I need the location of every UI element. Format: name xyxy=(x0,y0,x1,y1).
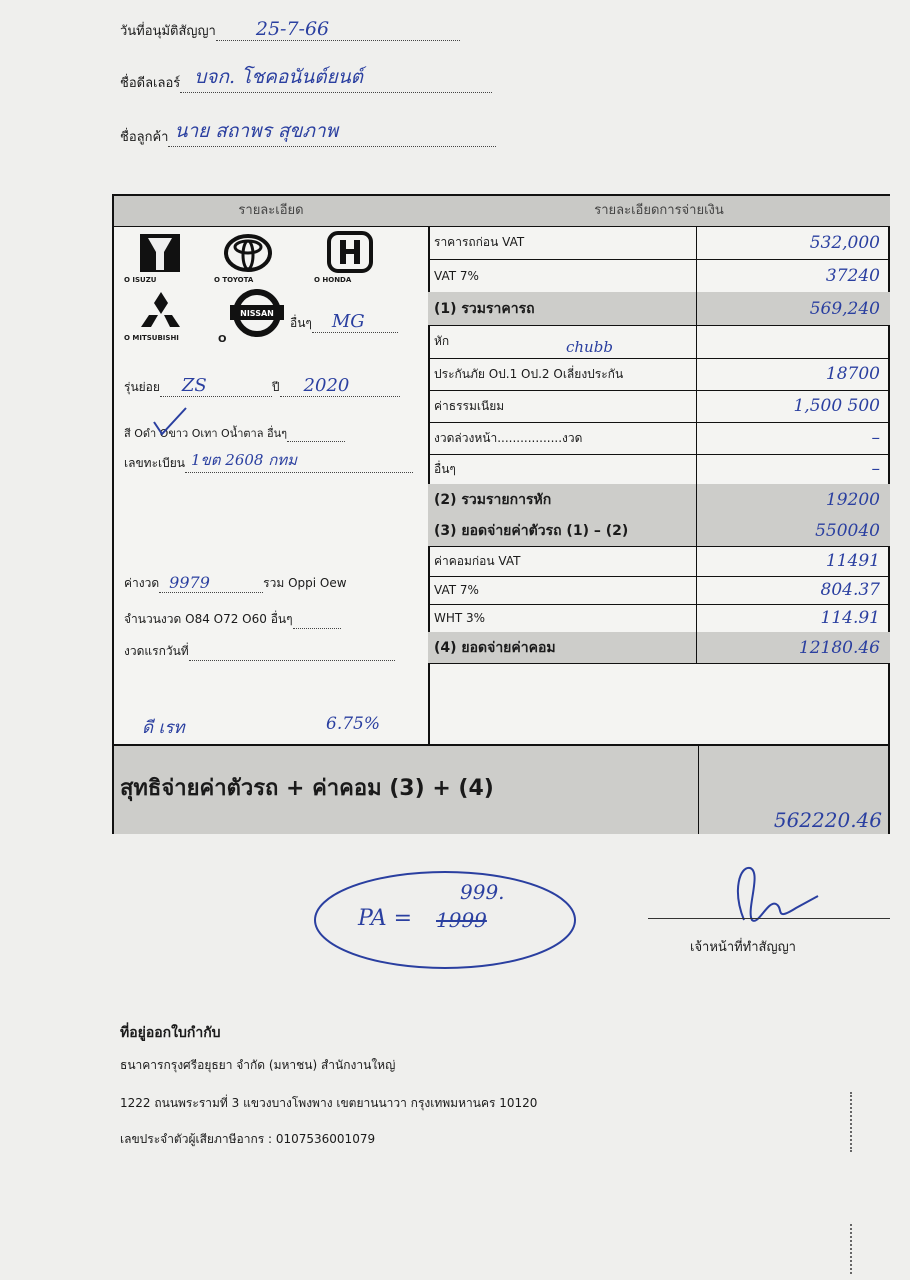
payment-row-label: ราคารถก่อน VAT xyxy=(434,235,525,249)
payment-row-value: 550040 xyxy=(815,520,880,541)
mitsubishi-caption: O MITSUBISHI xyxy=(124,334,179,342)
year-value: 2020 xyxy=(303,375,350,396)
other-brand-label: อื่นๆ xyxy=(290,316,312,330)
payment-row-value: 114.91 xyxy=(820,608,880,628)
payment-row xyxy=(428,422,890,455)
customer-row xyxy=(120,120,496,147)
toyota-logo-icon xyxy=(222,232,274,274)
net-payment-row xyxy=(114,744,888,834)
payment-row-value: 19200 xyxy=(825,489,880,510)
other-brand-value: MG xyxy=(331,311,365,332)
payment-row-label: หัก xyxy=(434,334,450,348)
payment-row-label: (1) รวมราคารถ xyxy=(434,300,535,317)
payment-row xyxy=(428,515,890,547)
installment-value: 9979 xyxy=(169,573,210,592)
note-left: ดี เรท xyxy=(142,718,185,738)
payment-row-value: 12180.46 xyxy=(798,637,880,658)
note-rate: 6.75% xyxy=(326,714,381,734)
first-due-row: งวดแรกวันที่ xyxy=(124,642,395,661)
payment-row-value: – xyxy=(871,428,880,448)
payment-row xyxy=(428,325,890,359)
approval-date-label: วันที่อนุมัติสัญญา xyxy=(120,24,216,39)
margin-mark xyxy=(850,1092,854,1152)
payment-row-label: (4) ยอดจ่ายค่าคอม xyxy=(434,639,556,656)
payment-row-value: 804.37 xyxy=(820,580,880,600)
payment-row-label: ค่าคอมก่อน VAT xyxy=(434,553,521,568)
payment-row-label: ค่าธรรมเนียม xyxy=(434,398,505,413)
margin-mark xyxy=(850,1224,854,1274)
payment-row xyxy=(428,226,890,260)
nissan-logo-icon xyxy=(230,288,284,338)
net-payment-label: สุทธิจ่ายค่าตัวรถ + ค่าคอม (3) + (4) xyxy=(120,776,494,801)
plate-row xyxy=(124,451,413,473)
payment-row-value: 11491 xyxy=(825,551,880,571)
isuzu-caption: O ISUZU xyxy=(124,276,157,284)
installment-label: ค่างวด xyxy=(124,576,160,590)
honda-caption: O HONDA xyxy=(314,276,352,284)
pa-new-value: 999. xyxy=(460,880,505,904)
payment-row xyxy=(428,632,890,664)
payment-row xyxy=(428,604,890,633)
payment-row xyxy=(428,454,890,485)
dealer-row xyxy=(120,66,492,93)
payment-row-value: 18700 xyxy=(825,364,880,384)
installment-suffix: รวม Oppi Oew xyxy=(263,576,347,590)
plate-label: เลขทะเบียน xyxy=(124,456,185,470)
payment-row-label: (3) ยอดจ่ายค่าตัวรถ (1) – (2) xyxy=(434,522,629,539)
signature-line xyxy=(648,918,890,919)
toyota-caption: O TOYOTA xyxy=(214,276,254,284)
pa-old-value: 1999 xyxy=(436,908,487,932)
customer-label: ชื่อลูกค้า xyxy=(120,130,169,145)
payment-row xyxy=(428,546,890,577)
payment-row xyxy=(428,358,890,391)
model-row xyxy=(124,375,400,397)
payment-row-label: (2) รวมรายการหัก xyxy=(434,491,552,508)
isuzu-logo-icon xyxy=(138,232,182,274)
payment-row-value: – xyxy=(871,459,880,479)
payment-row-label: อื่นๆ xyxy=(434,461,456,476)
payment-row xyxy=(428,484,890,516)
payment-row-value: 1,500 500 xyxy=(793,396,880,416)
color-row: สี Oดำ Oขาว Oเทา Oน้ำตาล อื่นๆ xyxy=(124,424,345,442)
signature-caption: เจ้าหน้าที่ทำสัญญา xyxy=(690,940,796,955)
color-check-mark-icon xyxy=(150,404,190,438)
tax-id-line: เลขประจำตัวผู้เสียภาษีอากร : 0107536001079 xyxy=(120,1132,376,1146)
approval-date-value: 25-7-66 xyxy=(255,18,330,40)
address-line-1: ธนาคารกรุงศรีอยุธยา จำกัด (มหาชน) สำนักงานใหญ่ xyxy=(120,1058,396,1072)
net-payment-value: 562220.46 xyxy=(773,808,882,832)
year-label: ปี xyxy=(271,380,280,394)
honda-logo-icon xyxy=(326,230,374,274)
pa-stamp xyxy=(310,866,580,974)
payment-row xyxy=(428,259,890,293)
customer-value: นาย สถาพร สุขภาพ xyxy=(174,120,339,142)
insurer-note: chubb xyxy=(566,338,613,356)
svg-text:NISSAN: NISSAN xyxy=(240,309,274,318)
plate-value: 1ขต 2608 กทม xyxy=(190,451,298,469)
payment-row xyxy=(428,292,890,326)
address-line-2: 1222 ถนนพระรามที่ 3 แขวงบางโพงพาง เขตยานนาวา กรุงเทพมหานคร 10120 xyxy=(120,1096,538,1110)
payment-table xyxy=(112,194,890,834)
payment-row-value: 37240 xyxy=(825,265,880,286)
dealer-label: ชื่อดีลเลอร์ xyxy=(120,76,181,91)
payment-row xyxy=(428,576,890,605)
payment-header: รายละเอียดการจ่ายเงิน xyxy=(428,196,890,227)
pa-label: PA = xyxy=(358,906,413,931)
dealer-value: บจก. โชคอนันต์ยนต์ xyxy=(194,66,364,88)
payment-row xyxy=(428,390,890,423)
payment-row-label: VAT 7% xyxy=(434,583,479,597)
other-brand-row xyxy=(290,311,398,333)
payment-row-label: งวดล่วงหน้า.................งวด xyxy=(434,430,583,445)
approval-date-row xyxy=(120,20,460,41)
signature-scribble-icon xyxy=(716,860,826,930)
model-value: ZS xyxy=(181,375,207,396)
payment-row-label: WHT 3% xyxy=(434,611,486,625)
payment-row-value: 569,240 xyxy=(809,298,880,319)
detail-header: รายละเอียด xyxy=(114,196,428,227)
detail-column: รายละเอียด O ISUZU O TOYOTA O HONDA O MITSUBISHI O NISSAN อื่นๆ MG รุ่นย่อย ZS ปี 2020 สี Oดำ Oขาว Oเทา Oน้ำตาล อื่นๆ เลขทะเบียน 1ขต 2608 กทม ค่างวด 9979 รวม Oppi Oew จำนวนงวด O84 O72 O60 อื่นๆ งวดแรกวันที่ ดี เรท 6.75% xyxy=(114,196,430,744)
payment-row-label: ประกันภัย Oป.1 Oป.2 Oเลี่ยงประกัน xyxy=(434,366,624,381)
model-label: รุ่นย่อย xyxy=(124,380,160,394)
mitsubishi-logo-icon xyxy=(138,290,184,330)
payment-row-value: 532,000 xyxy=(809,232,880,253)
terms-row: จำนวนงวด O84 O72 O60 อื่นๆ xyxy=(124,610,341,629)
address-title: ที่อยู่ออกใบกำกับ xyxy=(120,1025,221,1041)
payment-row-label: VAT 7% xyxy=(434,268,479,283)
installment-row xyxy=(124,574,347,593)
